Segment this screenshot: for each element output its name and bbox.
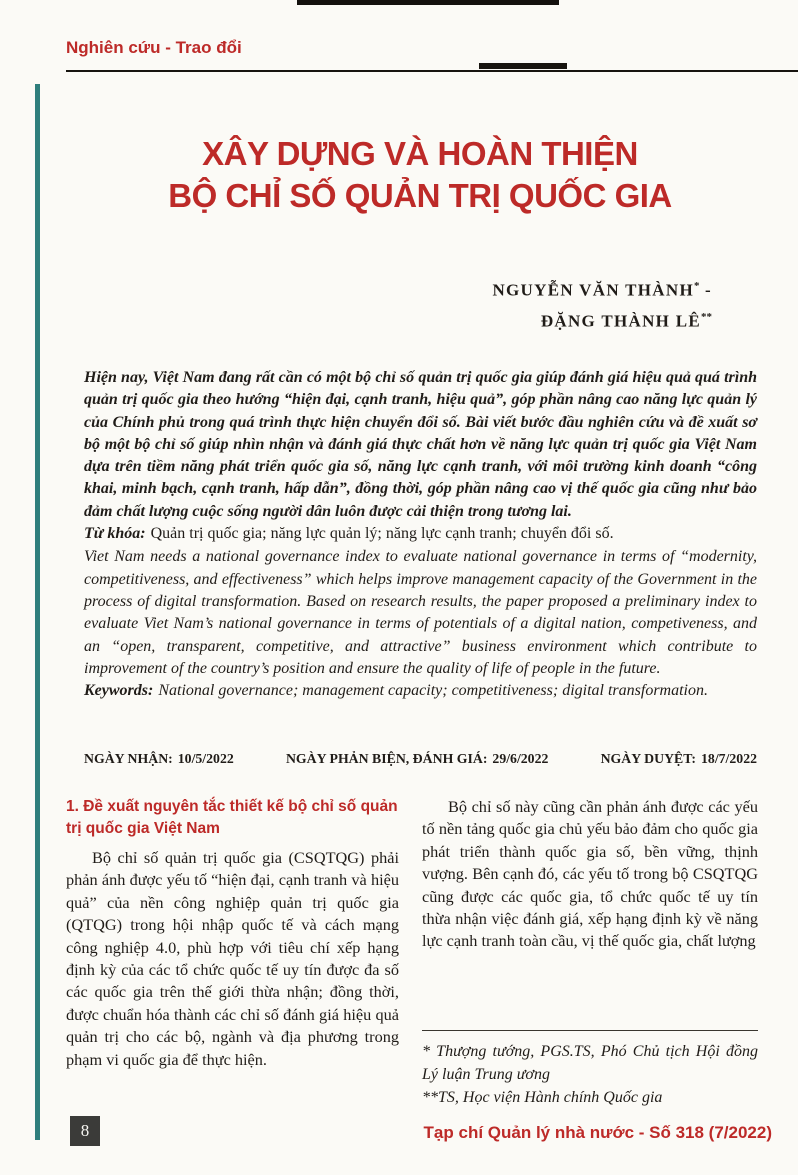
date-received-label: NGÀY NHẬN: [84, 751, 173, 766]
date-approved-label: NGÀY DUYỆT: [600, 751, 697, 766]
footnotes-block [422, 1030, 758, 1109]
date-reviewed [286, 751, 548, 767]
date-received [84, 751, 234, 767]
footnote-2: **TS, Học viện Hành chính Quốc gia [422, 1089, 663, 1106]
keywords-english-text: National governance; management capacity; competitiveness; digital transformation. [158, 682, 708, 700]
right-column-paragraph: Bộ chỉ số này cũng cần phản ánh được các yếu tố nền tảng quốc gia chủ yếu bảo đảm cho quốc gia phát triển thành quốc gia số, bền vững, thịnh vượng. Bên cạnh đó, các yếu tố trong bộ CSQTQG cũng được các quốc gia, tổ chức quốc tế uy tín thừa nhận việc đánh giá, xếp hạng định kỳ về năng lực cạnh tranh toàn cầu, vị thế quốc gia, chất lượng [422, 797, 758, 951]
keywords-vietnamese-text: Quản trị quốc gia; năng lực quản lý; năng lực cạnh tranh; chuyển đổi số. [150, 525, 614, 543]
author-2-marker: ** [701, 310, 712, 323]
footnote-divider [422, 1030, 758, 1031]
teal-accent-bar [35, 84, 40, 1140]
abstract-english: Viet Nam needs a national governance index to evaluate national governance in terms of “modernity, competitiveness, and effectiveness” which helps improve management capacity of the Government in the process of digital transformation. Based on research results, the paper proposed a preliminary index to evaluate Viet Nam’s national governance in terms of potentials of a digital nation, competiveness, and an “open, transparent, competitive, and attractive” business environment which contribute to improvement of the country’s position and ensure the quality of life of people in the future. [84, 548, 757, 677]
dates-row [84, 751, 757, 767]
header-rule [66, 70, 798, 72]
date-reviewed-value: 29/6/2022 [492, 751, 549, 766]
author-2-name: ĐẶNG THÀNH LÊ [540, 311, 701, 331]
journal-footer-line: Tạp chí Quản lý nhà nước - Số 318 (7/2022) [423, 1123, 772, 1142]
author-2 [492, 304, 712, 335]
keywords-vietnamese [84, 523, 757, 545]
date-received-value: 10/5/2022 [177, 751, 234, 766]
abstract-vietnamese: Hiện nay, Việt Nam đang rất cần có một bộ chỉ số quản trị quốc gia giúp đánh giá hiệu quả quá trình quản trị quốc gia theo hướng “hiện đại, cạnh tranh, hiệu quả”, góp phần nâng cao năng lực quản lý của Chính phủ trong quá trình thực hiện chuyển đổi số. Bài viết bước đầu nghiên cứu và đề xuất sơ bộ một bộ chỉ số giúp nhìn nhận và đánh giá thực chất hơn về năng lực quản trị quốc gia Việt Nam dựa trên tiềm năng phát triển quốc gia số, năng lực cạnh tranh, với môi trường kinh doanh “công khai, minh bạch, cạnh tranh, hấp dẫn”, đồng thời, góp phần nâng cao vị thế quốc gia cũng như bảo đảm chất lượng cuộc sống người dân luôn được cải thiện trong tương lai. [84, 369, 757, 520]
section-label: Nghiên cứu - Trao đổi [66, 38, 242, 57]
article-title-line-1: XÂY DỰNG VÀ HOÀN THIỆN [202, 135, 638, 172]
article-title-line-2: BỘ CHỈ SỐ QUẢN TRỊ QUỐC GIA [168, 177, 672, 214]
author-1-suffix: - [699, 280, 712, 300]
authors-block [492, 273, 712, 334]
scan-artifact-top [297, 0, 559, 5]
header-rule-mark [479, 63, 567, 69]
keywords-english [84, 680, 757, 702]
author-1 [492, 273, 712, 304]
date-approved-value: 18/7/2022 [701, 751, 757, 766]
date-approved [601, 751, 757, 767]
keywords-vietnamese-label: Từ khóa: [84, 525, 146, 543]
left-column-paragraph: Bộ chỉ số quản trị quốc gia (CSQTQG) phải phản ánh được yếu tố “hiện đại, cạnh tranh và hiệu quả” của nền công nghiệp quản trị quốc gia (QTQG) trong hội nhập quốc tế và cách mạng công nghiệp 4.0, phù hợp với tiêu chí xếp hạng định kỳ của các tổ chức quốc tế uy tín được đa số các quốc gia trên thế giới thừa nhận; đồng thời, được chuẩn hóa thành các chỉ số đánh giá hiệu quả quản trị cho các bộ, ngành và địa phương trong phạm vi quốc gia để thực hiện. [66, 848, 399, 1069]
section-1-heading: 1. Đề xuất nguyên tắc thiết kế bộ chỉ số quản trị quốc gia Việt Nam [66, 798, 398, 837]
page-number-badge: 8 [70, 1116, 100, 1146]
author-1-marker: * [693, 280, 700, 292]
column-right [422, 796, 758, 953]
article-title [84, 133, 756, 217]
date-reviewed-label: NGÀY PHẢN BIỆN, ĐÁNH GIÁ: [285, 751, 488, 766]
abstract-block [84, 367, 757, 702]
keywords-english-label: Keywords: [84, 682, 154, 700]
column-left [66, 796, 399, 1071]
footnote-1: * Thượng tướng, PGS.TS, Phó Chủ tịch Hội đồng Lý luận Trung ương [422, 1043, 758, 1083]
author-1-name: NGUYỄN VĂN THÀNH [492, 280, 694, 300]
